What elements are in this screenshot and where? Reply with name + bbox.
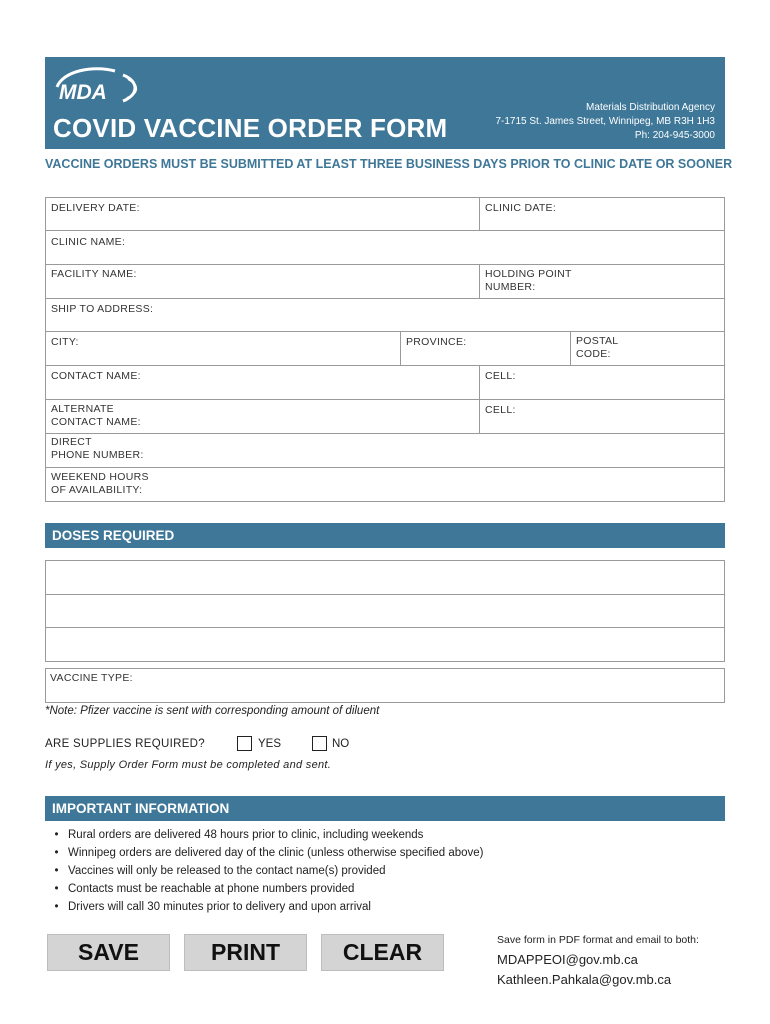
- svg-text:MDA: MDA: [59, 81, 107, 104]
- submission-notice: VACCINE ORDERS MUST BE SUBMITTED AT LEAST THREE BUSINESS DAYS PRIOR TO CLINIC DATE OR SOONER: [45, 157, 733, 171]
- contact-name-field[interactable]: [45, 365, 480, 400]
- ship-to-address-field[interactable]: [45, 298, 725, 332]
- save-button[interactable]: SAVE: [47, 934, 170, 971]
- weekend-hours-field[interactable]: [45, 467, 725, 502]
- delivery-date-field[interactable]: [45, 197, 480, 231]
- weekend-hours-label: [51, 471, 149, 497]
- supplies-yes-checkbox[interactable]: [237, 736, 252, 751]
- bullet: •: [54, 847, 59, 859]
- agency-name: Materials Distribution Agency: [586, 102, 715, 113]
- agency-address: 7-1715 St. James Street, Winnipeg, MB R3H 1H3: [495, 116, 715, 127]
- supplies-no-label: NO: [332, 738, 350, 750]
- mda-logo: [53, 65, 143, 105]
- doses-required-heading: DOSES REQUIRED: [45, 523, 725, 548]
- list-item: [45, 862, 484, 880]
- bullet: •: [54, 865, 59, 877]
- postal-code-field[interactable]: [570, 331, 725, 366]
- dose-row-1[interactable]: [45, 560, 725, 595]
- vaccine-type-field[interactable]: [45, 668, 725, 703]
- alternate-contact-label-line2: CONTACT NAME:: [51, 416, 141, 428]
- cell-field[interactable]: [479, 365, 725, 400]
- bullet: •: [54, 883, 59, 895]
- weekend-hours-label-line2: OF AVAILABILITY:: [51, 484, 143, 496]
- holding-point-label-line1: HOLDING POINT: [485, 268, 572, 280]
- clinic-name-label: CLINIC NAME:: [51, 236, 126, 248]
- alternate-contact-label: [51, 403, 141, 429]
- email-address-2: Kathleen.Pahkala@gov.mb.ca: [497, 972, 672, 987]
- clinic-name-field[interactable]: [45, 230, 725, 265]
- supplies-no-checkbox[interactable]: [312, 736, 327, 751]
- weekend-hours-label-line1: WEEKEND HOURS: [51, 471, 149, 483]
- alternate-cell-label: CELL:: [485, 404, 516, 416]
- list-item: [45, 880, 484, 898]
- city-label: CITY:: [51, 336, 79, 348]
- direct-phone-field[interactable]: [45, 433, 725, 468]
- list-item: [45, 826, 484, 844]
- ship-to-address-label: SHIP TO ADDRESS:: [51, 303, 154, 315]
- info-item-text: Contacts must be reachable at phone numbers provided: [68, 883, 355, 895]
- city-field[interactable]: [45, 331, 401, 366]
- pfizer-note: *Note: Pfizer vaccine is sent with corresponding amount of diluent: [45, 705, 380, 717]
- vaccine-type-label: VACCINE TYPE:: [50, 672, 133, 684]
- supplies-yes-label: YES: [258, 738, 282, 750]
- agency-phone: Ph: 204-945-3000: [634, 130, 715, 141]
- email-instruction: Save form in PDF format and email to both:: [497, 934, 699, 946]
- facility-name-field[interactable]: [45, 264, 480, 299]
- info-item-text: Drivers will call 30 minutes prior to delivery and upon arrival: [68, 901, 371, 913]
- dose-row-2[interactable]: [45, 594, 725, 628]
- header-banner: [45, 57, 725, 149]
- holding-point-label: [485, 268, 572, 294]
- agency-info: [495, 101, 715, 143]
- info-item-text: Vaccines will only be released to the contact name(s) provided: [68, 865, 386, 877]
- bullet: •: [54, 901, 59, 913]
- direct-phone-label: [51, 436, 144, 462]
- alternate-cell-field[interactable]: [479, 399, 725, 434]
- province-field[interactable]: [400, 331, 571, 366]
- dose-row-3[interactable]: [45, 627, 725, 662]
- clinic-date-label: CLINIC DATE:: [485, 202, 557, 214]
- clinic-date-field[interactable]: [479, 197, 725, 231]
- delivery-date-label: DELIVERY DATE:: [51, 202, 140, 214]
- postal-code-label-line1: POSTAL: [576, 335, 619, 347]
- list-item: [45, 844, 484, 862]
- postal-code-label-line2: CODE:: [576, 348, 611, 360]
- province-label: PROVINCE:: [406, 336, 467, 348]
- direct-phone-label-line2: PHONE NUMBER:: [51, 449, 144, 461]
- bullet: •: [54, 829, 59, 841]
- supplies-question: ARE SUPPLIES REQUIRED?: [45, 738, 205, 750]
- alternate-contact-field[interactable]: [45, 399, 480, 434]
- holding-point-label-line2: NUMBER:: [485, 281, 536, 293]
- important-info-heading: IMPORTANT INFORMATION: [45, 796, 725, 821]
- clear-button[interactable]: CLEAR: [321, 934, 444, 971]
- supply-form-note: If yes, Supply Order Form must be completed and sent.: [45, 759, 332, 771]
- alternate-contact-label-line1: ALTERNATE: [51, 403, 114, 415]
- facility-name-label: FACILITY NAME:: [51, 268, 137, 280]
- form-title: COVID VACCINE ORDER FORM: [53, 113, 448, 143]
- postal-code-label: [576, 335, 618, 361]
- important-info-list: [45, 826, 484, 916]
- holding-point-field[interactable]: [479, 264, 725, 299]
- list-item: [45, 898, 484, 916]
- contact-name-label: CONTACT NAME:: [51, 370, 141, 382]
- info-item-text: Winnipeg orders are delivered day of the clinic (unless otherwise specified above): [68, 847, 484, 859]
- print-button[interactable]: PRINT: [184, 934, 307, 971]
- cell-label: CELL:: [485, 370, 516, 382]
- email-address-1: MDAPPEOI@gov.mb.ca: [497, 952, 638, 967]
- info-item-text: Rural orders are delivered 48 hours prior to clinic, including weekends: [68, 829, 424, 841]
- direct-phone-label-line1: DIRECT: [51, 436, 92, 448]
